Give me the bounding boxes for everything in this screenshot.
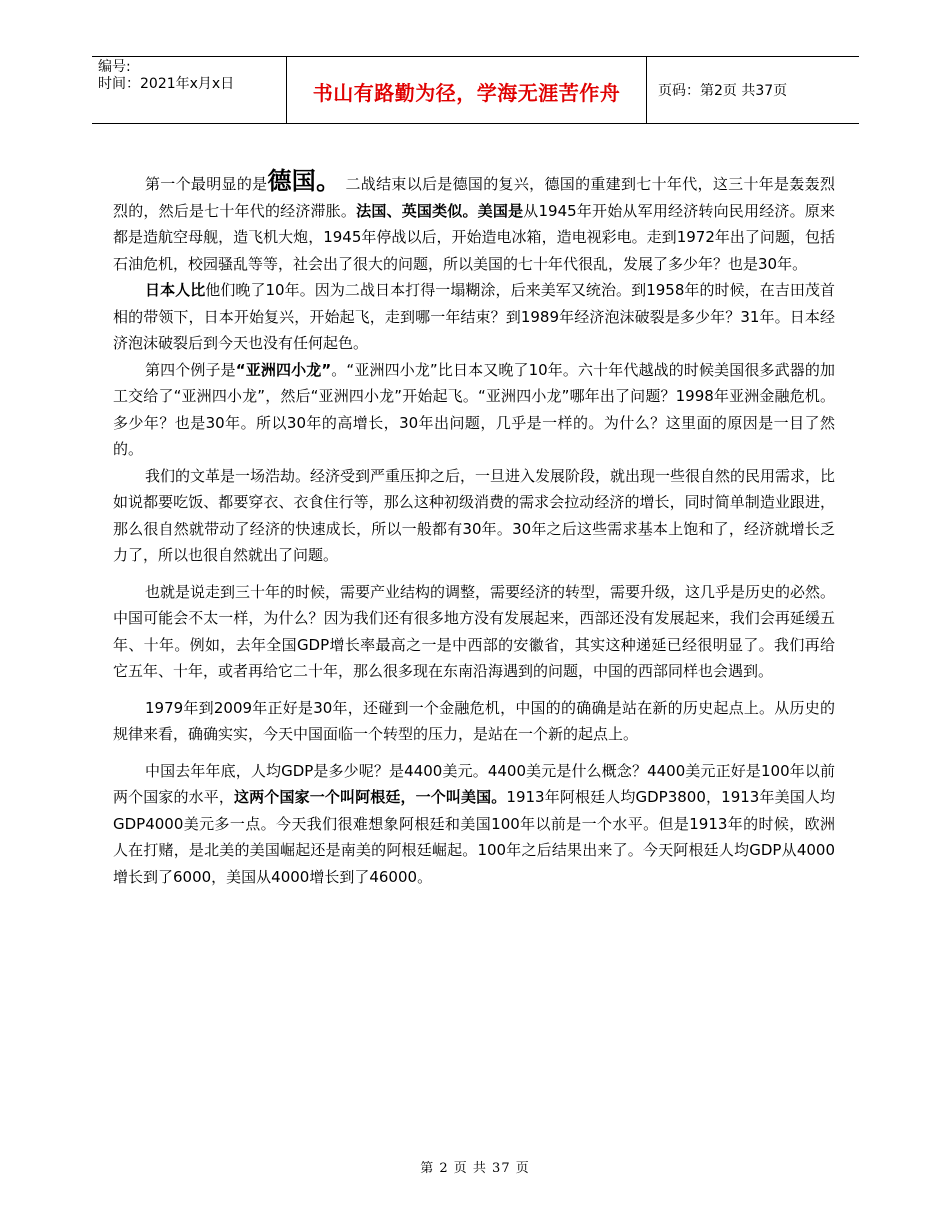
header-meta	[98, 59, 284, 93]
paragraph: 中国去年年底，人均GDP是多少呢？是4400美元。4400美元是什么概念？4400美元正好是100年以前两个国家的水平，这两个国家一个叫阿根廷，一个叫美国。1913年阿根廷人均GDP3800，1913年美国人均GDP4000美元多一点。今天我们很难想象阿根廷和美国100年以前是一个水平。但是1913年的时候，欧洲人在打赌，是北美的美国崛起还是南美的阿根廷崛起。100年之后结果出来了。今天阿根廷人均GDP从4000增长到了6000，美国从4000增长到了46000。	[113, 761, 835, 886]
header-divider	[646, 57, 647, 123]
emphasis-asian-tigers: “亚洲四小龙”	[235, 360, 332, 379]
paragraph: 日本人比他们晚了10年。因为二战日本打得一塌糊涂，后来美军又统治。到1958年的时候，在吉田茂首相的带领下，日本开始复兴，开始起飞，走到哪一年结束？到1989年经济泡沫破裂是多少年？31年。日本经济泡沫破裂后到今天也没有任何起色。	[113, 281, 835, 352]
emphasis-japan: 日本人比	[145, 281, 206, 299]
paragraph: 1979年到2009年正好是30年，还碰到一个金融危机，中国的的确确是站在新的历史起点上。从历史的规律来看，确确实实，今天中国面临一个转型的压力，是站在一个新的起点上。	[113, 698, 835, 743]
emphasis-france-uk-usa: 法国、英国类似。美国是	[356, 201, 524, 220]
header-page-label: 页码：第2页 共37页	[658, 83, 788, 99]
paragraph: 我们的文革是一场浩劫。经济受到严重压抑之后，一旦进入发展阶段，就出现一些很自然的民用需求，比如说都要吃饭、都要穿衣、衣食住行等，那么这种初级消费的需求会拉动经济的增长，同时简单制造业跟进，那么很自然就带动了经济的快速成长，所以一般都有30年。30年之后这些需求基本上饱和了，经济就增长乏力了，所以也很自然就出了问题。	[113, 466, 836, 564]
emphasis-germany: 德国。	[267, 167, 341, 195]
page-header	[92, 56, 859, 124]
header-number-label: 编号:	[98, 59, 131, 75]
page-footer: 第 2 页 共 37 页	[420, 1161, 530, 1176]
header-motto: 书山有路勤为径，学海无涯苦作舟	[312, 81, 621, 105]
emphasis-argentina-usa: 这两个国家一个叫阿根廷，一个叫美国。	[234, 788, 507, 806]
header-time-label: 时间：2021年x月x日	[98, 76, 235, 92]
document-body	[113, 168, 835, 890]
paragraph: 第一个最明显的是德国。 二战结束以后是德国的复兴，德国的重建到七十年代，这三十年是轰轰烈烈的，然后是七十年代的经济滞胀。法国、英国类似。美国是从1945年开始从军用经济转向民用经济。原来都是造航空母舰，造飞机大炮，1945年停战以后，开始造电冰箱，造电视彩电。走到1972年出了问题，包括石油危机，校园骚乱等等，社会出了很大的问题，所以美国的七十年代很乱，发展了多少年？也是30年。	[113, 167, 835, 273]
paragraph: 也就是说走到三十年的时候，需要产业结构的调整，需要经济的转型，需要升级，这几乎是历史的必然。中国可能会不太一样，为什么？因为我们还有很多地方没有发展起来，西部还没有发展起来，我们会再延缓五年、十年。例如，去年全国GDP增长率最高之一是中西部的安徽省，其实这种递延已经很明显了。我们再给它五年、十年，或者再给它二十年，那么很多现在东南沿海遇到的问题，中国的西部同样也会遇到。	[113, 582, 836, 680]
paragraph: 第四个例子是“亚洲四小龙”。“亚洲四小龙”比日本又晚了10年。六十年代越战的时候美国很多武器的加工交给了“亚洲四小龙”，然后“亚洲四小龙”开始起飞。“亚洲四小龙”哪年出了问题？1998年亚洲金融危机。多少年？也是30年。所以30年的高增长，30年出问题，几乎是一样的。为什么？这里面的原因是一目了然的。	[113, 360, 835, 458]
